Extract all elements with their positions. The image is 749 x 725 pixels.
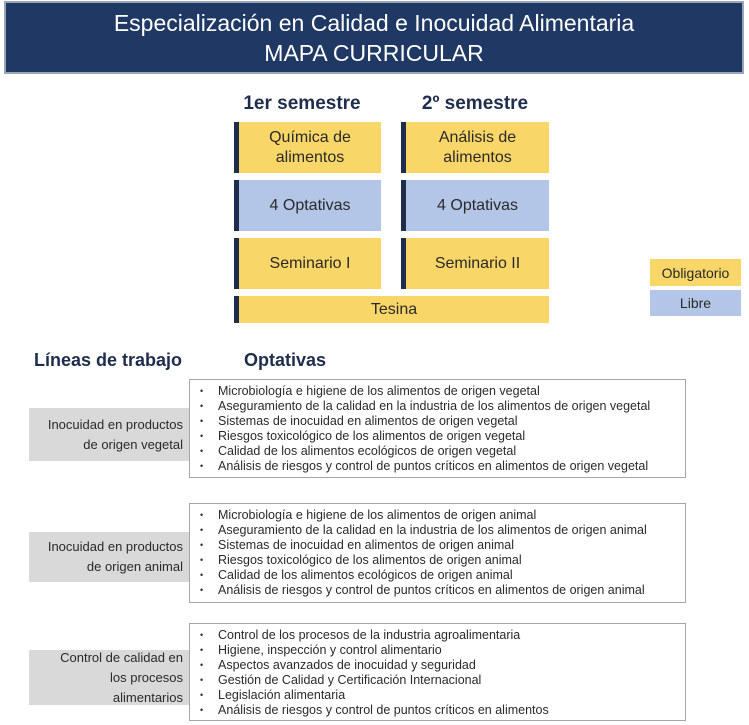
list-item: • Higiene, inspección y control alimentario <box>200 643 442 657</box>
list-item: • Aseguramiento de la calidad en la industria de los alimentos de origen vegetal <box>200 399 651 413</box>
list-item: • Análisis de riesgos y control de puntos críticos en alimentos <box>200 703 549 717</box>
list-item: • Legislación alimentaria <box>200 688 346 702</box>
course-quimica-de-alimentos <box>234 122 381 173</box>
course-analisis-de-alimentos <box>401 122 549 173</box>
line-label-text: Control de calidad en <box>60 649 183 665</box>
option-text: Control de los procesos de la industria agroalimentaria <box>218 628 521 642</box>
line-label-text: Inocuidad en productos <box>47 416 183 432</box>
line-label-control-de-calidad <box>29 650 189 705</box>
line-label-text: Inocuidad en productos <box>47 539 183 554</box>
option-text: Sistemas de inocuidad en alimentos de origen vegetal <box>218 414 518 428</box>
line-label-text: de origen animal <box>86 559 183 574</box>
line-label-text: de origen vegetal <box>83 436 183 452</box>
option-text: Aspectos avanzados de inocuidad y seguridad <box>218 658 476 672</box>
option-text: Microbiología e higiene de los alimentos de origen vegetal <box>218 384 540 398</box>
list-item: • Calidad de los alimentos ecológicos de origen vegetal <box>200 444 517 458</box>
course-label: Tesina <box>370 300 418 318</box>
page-title: Especialización en Calidad e Inocuidad Alimentaria <box>113 9 635 36</box>
option-text: Gestión de Calidad y Certificación Internacional <box>218 673 482 687</box>
course-optativas-sem2 <box>401 180 549 231</box>
list-item: • Aspectos avanzados de inocuidad y seguridad <box>200 658 476 672</box>
course-label: 4 Optativas <box>437 196 518 214</box>
optativas-list-origen-animal <box>189 503 686 603</box>
course-label: 4 Optativas <box>269 196 351 214</box>
list-item: • Análisis de riesgos y control de puntos críticos en alimentos de origen animal <box>200 583 645 597</box>
semester2-heading: 2º semestre <box>421 93 529 114</box>
list-item: • Aseguramiento de la calidad en la industria de los alimentos de origen animal <box>200 523 647 537</box>
option-text: Calidad de los alimentos ecológicos de origen vegetal <box>218 444 517 458</box>
option-text: Riesgos toxicológico de los alimentos de origen vegetal <box>218 429 526 443</box>
course-tesina <box>234 296 549 323</box>
list-item: • Control de los procesos de la industria agroalimentaria <box>200 628 521 642</box>
course-label: Seminario II <box>434 254 521 272</box>
lineas-de-trabajo-heading: Líneas de trabajo <box>34 350 183 370</box>
optativas-list-control-de-calidad <box>189 623 686 721</box>
option-text: Higiene, inspección y control alimentario <box>218 643 442 657</box>
list-item: • Análisis de riesgos y control de puntos críticos en alimentos de origen vegetal <box>200 459 649 473</box>
course-label: Química de alimentos <box>269 128 351 166</box>
option-text: Análisis de riesgos y control de puntos críticos en alimentos <box>218 703 549 717</box>
list-item: • Calidad de los alimentos ecológicos de origen animal <box>200 568 513 582</box>
page-subtitle: MAPA CURRICULAR <box>264 39 484 66</box>
option-text: Aseguramiento de la calidad en la industria de los alimentos de origen animal <box>218 523 647 537</box>
option-text: Calidad de los alimentos ecológicos de origen animal <box>218 568 513 582</box>
course-label: Seminario I <box>269 254 351 272</box>
option-text: Legislación alimentaria <box>218 688 346 702</box>
line-label-origen-vegetal <box>29 408 189 461</box>
semester1-heading: 1er semestre <box>243 93 361 114</box>
option-text: Análisis de riesgos y control de puntos críticos en alimentos de origen animal <box>218 583 645 597</box>
option-text: Microbiología e higiene de los alimentos de origen animal <box>218 508 537 522</box>
optativas-heading: Optativas <box>244 350 327 370</box>
list-item: • Sistemas de inocuidad en alimentos de origen vegetal <box>200 414 518 428</box>
title-banner <box>4 1 744 74</box>
option-text: Riesgos toxicológico de los alimentos de origen animal <box>218 553 522 567</box>
list-item: • Sistemas de inocuidad en alimentos de origen animal <box>200 538 515 552</box>
course-seminario-1 <box>234 238 381 289</box>
legend-obligatorio: Obligatorio <box>650 259 741 286</box>
list-item: • Microbiología e higiene de los alimentos de origen vegetal <box>200 384 540 398</box>
line-label-text: los procesos <box>110 669 183 685</box>
list-item: • Riesgos toxicológico de los alimentos de origen animal <box>200 553 522 567</box>
list-item: • Gestión de Calidad y Certificación Internacional <box>200 673 482 687</box>
course-seminario-2 <box>401 238 549 289</box>
option-text: Análisis de riesgos y control de puntos críticos en alimentos de origen vegetal <box>218 459 649 473</box>
option-text: Aseguramiento de la calidad en la industria de los alimentos de origen vegetal <box>218 399 651 413</box>
line-label-text: alimentarios <box>112 689 183 705</box>
line-label-origen-animal <box>29 532 189 582</box>
course-label: Análisis de alimentos <box>438 128 517 166</box>
list-item: • Microbiología e higiene de los alimentos de origen animal <box>200 508 537 522</box>
optativas-list-origen-vegetal <box>189 379 686 478</box>
legend-libre: Libre <box>650 290 741 316</box>
course-optativas-sem1 <box>234 180 381 231</box>
list-item: • Riesgos toxicológico de los alimentos de origen vegetal <box>200 429 526 443</box>
option-text: Sistemas de inocuidad en alimentos de origen animal <box>218 538 515 552</box>
